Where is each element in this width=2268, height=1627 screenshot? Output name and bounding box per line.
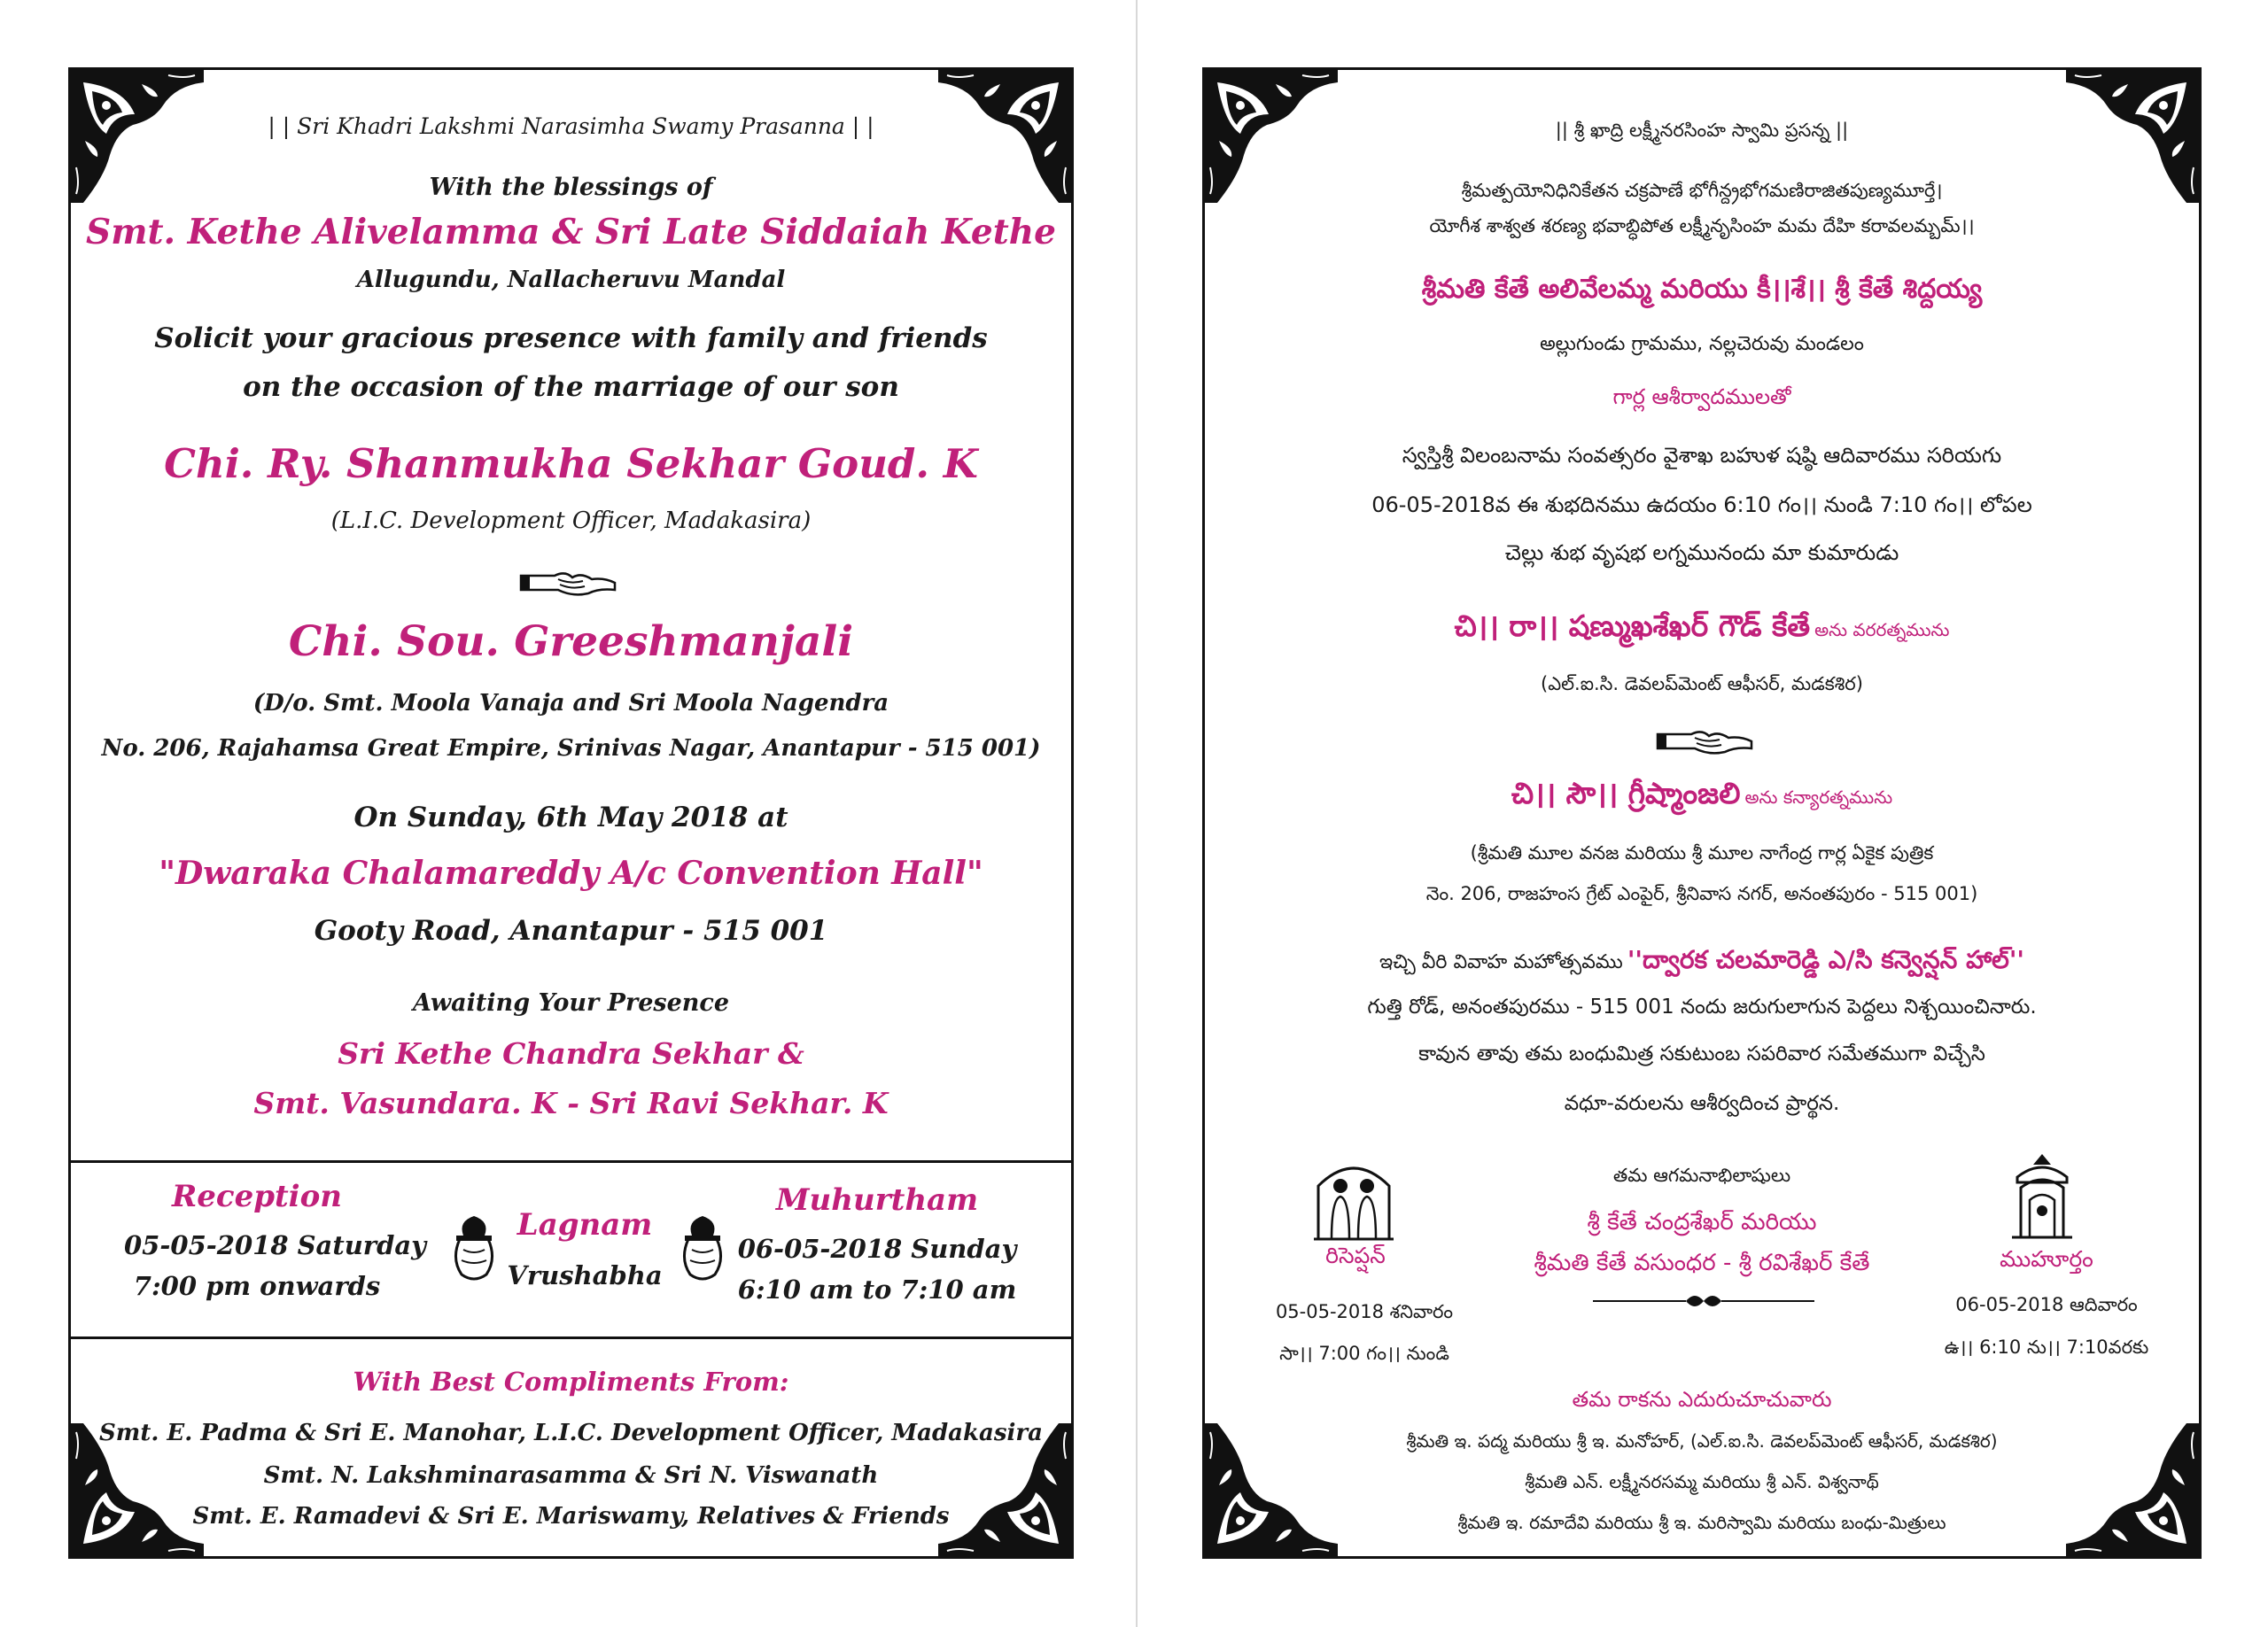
telugu-muhurtham-date: 06-05-2018 ఆదివారం xyxy=(1955,1294,2138,1315)
date-line: On Sunday, 6th May 2018 at xyxy=(353,802,788,833)
venue-address: Gooty Road, Anantapur - 515 001 xyxy=(314,915,828,947)
solicit-line-2: on the occasion of the marriage of our son xyxy=(243,371,899,403)
telugu-blessings: గార్ల ఆశీర్వాదములతో xyxy=(1612,384,1791,409)
telugu-elders: శ్రీమతి కేతే అలివేలమ్మ మరియు కీ।।శే।। శ్రీ కేతే శిద్దయ్య xyxy=(1421,274,1983,305)
telugu-hosts-2: శ్రీమతి కేతే వసుంధర - శ్రీ రవిశేఖర్ కేతే xyxy=(1534,1250,1870,1276)
bride-name: Chi. Sou. Greeshmanjali xyxy=(288,617,854,666)
telugu-welcome-item: శ్రీమతి ఎన్. లక్ష్మీనరసమ్మ మరియు శ్రీ ఎన్. విశ్వనాథ్ xyxy=(1525,1471,1879,1492)
telugu-awaiting: తమ ఆగమనాభిలాషులు xyxy=(1612,1165,1791,1186)
telugu-bride: చి।। సౌ।। గ్రీష్మాంజలి xyxy=(1511,776,1741,810)
telugu-bride-address: నెం. 206, రాజహంస గ్రేట్ ఎంపైర్, శ్రీనివాస నగర్, అనంతపురం - 515 001) xyxy=(1425,883,1978,904)
invocation: | | Sri Khadri Lakshmi Narasimha Swamy Prasanna | | xyxy=(268,113,874,139)
kalash-icon xyxy=(676,1213,729,1283)
hosts-line-1: Sri Kethe Chandra Sekhar & xyxy=(338,1036,804,1071)
telugu-shloka-2: యోగీశ శాశ్వత శరణ్య భవాబ్ధిపోత లక్ష్మీనృసింహ మమ దేహి కరావలమ్బమ్।। xyxy=(1429,215,1975,236)
page-spine xyxy=(1136,0,1138,1627)
divider-bottom xyxy=(71,1336,1071,1339)
lagnam-value: Vrushabha xyxy=(507,1260,663,1290)
muhurtham-time: 6:10 am to 7:10 am xyxy=(737,1274,1017,1305)
divider-flourish-icon xyxy=(1593,1290,1814,1312)
reception-time: 7:00 pm onwards xyxy=(133,1271,381,1301)
telugu-muhurtham-time: ఉ।। 6:10 ను।। 7:10వరకు xyxy=(1944,1336,2149,1358)
telugu-welcome-item: శ్రీమతి ఇ. పద్మ మరియు శ్రీ ఇ. మనోహర్, (ఎల్.ఐ.సి. డెవలప్‌మెంట్ ఆఫీసర్, మడకశిర) xyxy=(1406,1430,1998,1452)
compliments-item: Smt. N. Lakshminarasamma & Sri N. Viswanath xyxy=(263,1462,879,1489)
telugu-invocation: || శ్రీ ఖాద్రి లక్ష్మీనరసింహ స్వామి ప్రసన్న || xyxy=(1555,120,1849,141)
telugu-reception-title: రిసెప్షన్ xyxy=(1325,1243,1386,1268)
bride-address: No. 206, Rajahamsa Great Empire, Srinivas Nagar, Anantapur - 515 001) xyxy=(101,735,1041,762)
telugu-reception-date: 05-05-2018 శనివారం xyxy=(1275,1301,1454,1322)
telugu-venue-line xyxy=(1205,945,2199,980)
blessings-intro: With the blessings of xyxy=(429,174,713,201)
kalash-icon xyxy=(447,1213,501,1283)
telugu-welcome-title: తమ రాకను ఎదురుచూచువారు xyxy=(1572,1387,1832,1412)
telugu-muhurtha-3: చెల్లు శుభ వృషభ లగ్నమునందు మా కుమారుడు xyxy=(1504,540,1899,565)
compliments-item: Smt. E. Ramadevi & Sri E. Mariswamy, Relatives & Friends xyxy=(192,1503,950,1530)
temple-icon xyxy=(2007,1152,2078,1241)
telugu-groom: చి।। రా।। షణ్ముఖశేఖర్ గౌడ్ కేతే xyxy=(1454,608,1810,643)
reception-title: Reception xyxy=(171,1179,342,1214)
lagnam-title: Lagnam xyxy=(517,1207,653,1243)
joined-hands-icon xyxy=(519,563,617,599)
lagnam-block xyxy=(505,1207,664,1290)
groom-name: Chi. Ry. Shanmukha Sekhar Goud. K xyxy=(164,440,978,487)
telugu-bride-suffix: అను కన్యారత్నమును xyxy=(1744,786,1893,808)
telugu-venue-prefix: ఇచ్చి వీరి వివాహ మహోత్సవము xyxy=(1379,951,1623,973)
telugu-request-1: కావున తావు తమ బంధుమిత్ర సకుటుంబ సపరివార సమేతముగా విచ్చేసి xyxy=(1418,1042,1985,1065)
telugu-invitation-card xyxy=(1202,67,2202,1559)
muhurtham-date: 06-05-2018 Sunday xyxy=(737,1234,1017,1264)
solicit-line-1: Solicit your gracious presence with family and friends xyxy=(154,322,988,354)
telugu-venue: ''ద్వారక చలమారెడ్డి ఎ/సి కన్వెన్షన్ హాల్'' xyxy=(1627,945,2025,974)
groom-detail: (L.I.C. Development Officer, Madakasira) xyxy=(330,507,812,534)
telugu-muhurtha-2: 06-05-2018వ ఈ శుభదినము ఉదయం 6:10 గం।। నుండి 7:10 గం।। లోపల xyxy=(1371,492,2032,517)
venue-name: "Dwaraka Chalamareddy A/c Convention Hall" xyxy=(159,855,983,892)
telugu-elders-place: అల్లుగుండు గ్రామము, నల్లచెరువు మండలం xyxy=(1540,333,1864,355)
english-invitation-card xyxy=(68,67,1074,1559)
muhurtham-block xyxy=(735,1182,1019,1305)
telugu-muhurtham-title: ముహూర్తం xyxy=(2000,1246,2093,1272)
reception-block xyxy=(124,1179,427,1301)
telugu-bride-line xyxy=(1205,776,2199,817)
telugu-shloka-1: శ్రీమత్పయోనిధినికేతన చక్రపాణే భోగీన్ద్రభోగమణిరాజితపుణ్యమూర్తే। xyxy=(1461,180,1943,201)
telugu-reception-time: సా।। 7:00 గం।। నుండి xyxy=(1279,1343,1449,1364)
compliments-title: With Best Compliments From: xyxy=(353,1367,789,1397)
telugu-hosts-1: శ్రీ కేతే చంద్రశేఖర్ మరియు xyxy=(1587,1209,1817,1236)
telugu-welcome-item: శ్రీమతి ఇ. రమాదేవి మరియు శ్రీ ఇ. మరిస్వామి మరియు బంధు-మిత్రులు xyxy=(1457,1512,1946,1533)
telugu-request-2: వధూ-వరులను ఆశీర్వదించ ప్రార్థన. xyxy=(1564,1092,1840,1115)
awaiting-text: Awaiting Your Presence xyxy=(412,989,729,1017)
compliments-item: Smt. E. Padma & Sri E. Manohar, L.I.C. Development Officer, Madakasira xyxy=(99,1420,1043,1446)
telugu-groom-detail: (ఎల్.ఐ.సి. డెవలప్‌మెంట్ ఆఫీసర్, మడకశిర) xyxy=(1541,673,1863,694)
telugu-groom-suffix: అను వరరత్నమును xyxy=(1814,619,1950,640)
elders-names: Smt. Kethe Alivelamma & Sri Late Siddaiah Kethe xyxy=(86,212,1056,252)
telugu-bride-parents: (శ్రీమతి మూల వనజ మరియు శ్రీ మూల నాగేంద్ర గార్ల ఏకైక పుత్రిక xyxy=(1470,842,1934,864)
telugu-venue-address: గుత్తి రోడ్, అనంతపురము - 515 001 నందు జరుగులాగున పెద్దలు నిశ్చయించినారు. xyxy=(1367,996,2037,1019)
joined-hands-icon xyxy=(1656,722,1753,757)
reception-date: 05-05-2018 Saturday xyxy=(124,1230,427,1260)
muhurtham-title: Muhurtham xyxy=(775,1182,979,1218)
elders-place: Allugundu, Nallacheruvu Mandal xyxy=(356,267,786,293)
hosts-line-2: Smt. Vasundara. K - Sri Ravi Sekhar. K xyxy=(253,1086,889,1120)
bride-groom-icon xyxy=(1309,1151,1398,1243)
bride-parents: (D/o. Smt. Moola Vanaja and Sri Moola Nagendra xyxy=(252,690,889,717)
divider-top xyxy=(71,1160,1071,1163)
telugu-muhurtha-1: స్వస్తిశ్రీ విలంబనామ సంవత్సరం వైశాఖ బహుళ షష్ఠి ఆదివారము సరియగు xyxy=(1402,443,2002,468)
telugu-groom-line xyxy=(1205,608,2199,650)
